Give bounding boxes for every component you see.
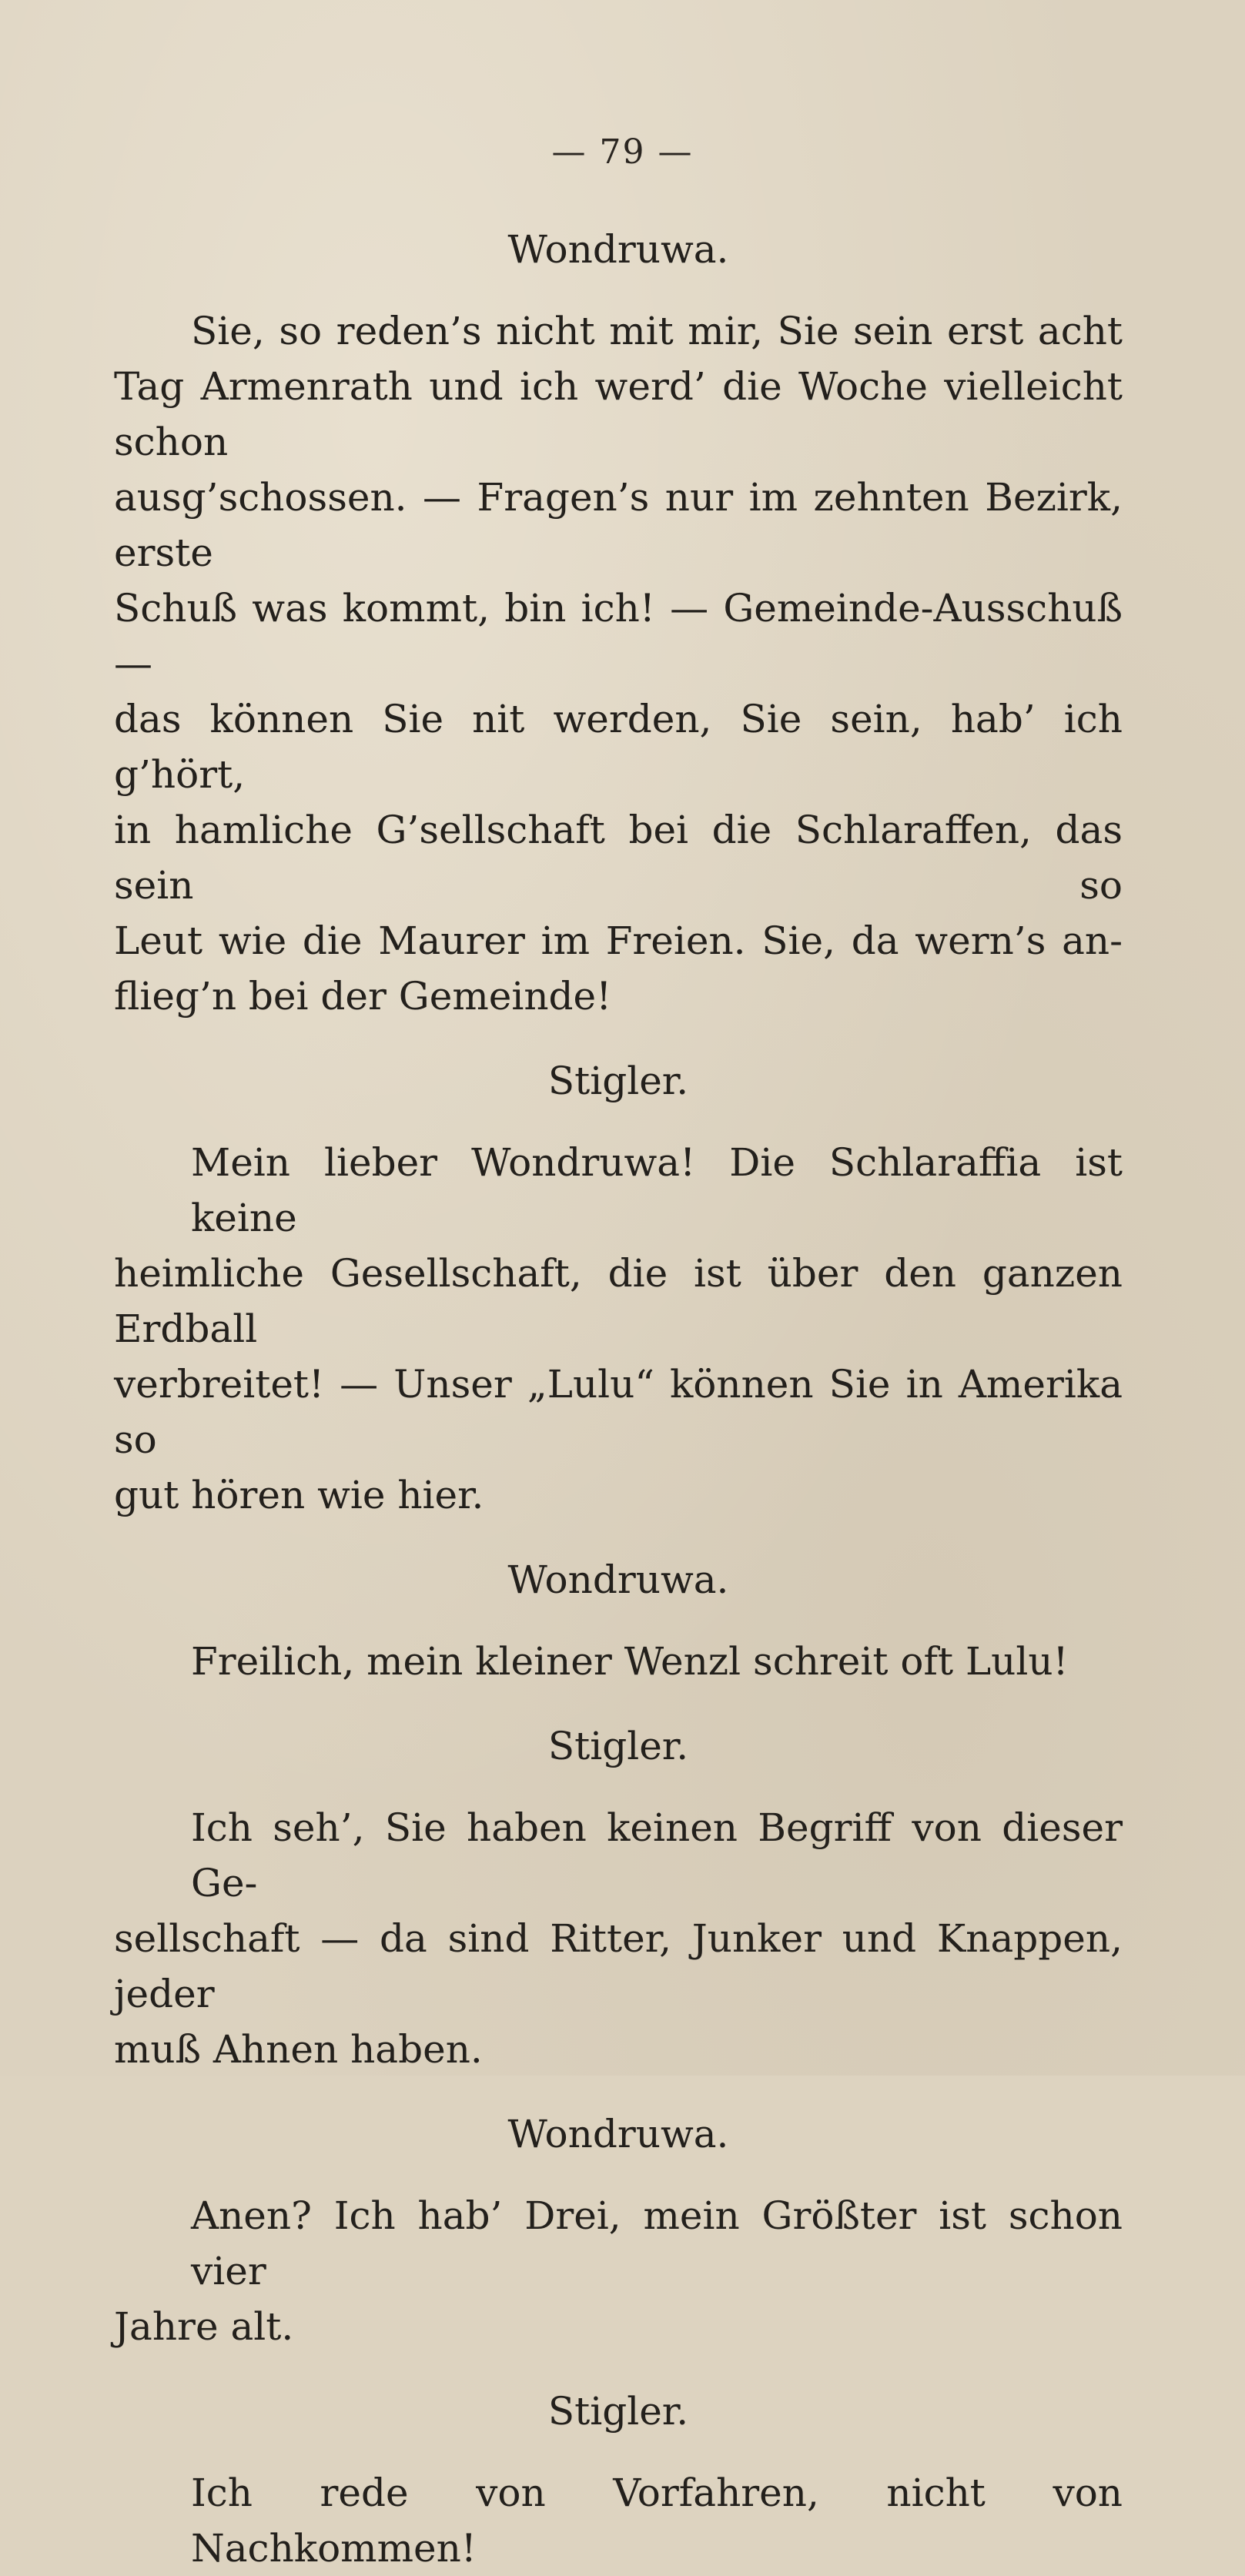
dialogue-paragraph: [114, 2188, 1123, 2354]
text-line: das können Sie nit werden, Sie sein, hab’ ich g’hört,: [114, 697, 1123, 797]
text-line: sellschaft — da sind Ritter, Junker und Knappen, jeder: [114, 1916, 1123, 2016]
text-line: Tag Armenrath und ich werd’ die Woche vielleicht schon: [114, 364, 1123, 464]
dialogue-paragraph: [114, 1135, 1123, 1523]
page-text: [114, 222, 1123, 2576]
text-line: Ich seh’, Sie haben keinen Begriff von dieser Ge-: [191, 1805, 1123, 1905]
text-line: Anen? Ich hab’ Drei, mein Größter ist schon vier: [191, 2193, 1123, 2293]
dialogue-paragraph: [114, 303, 1123, 1024]
dialogue-paragraph: [114, 1800, 1123, 2077]
text-line: ausg’schossen. — Fragen’s nur im zehnten Bezirk, erste: [114, 475, 1123, 575]
text-line: Freilich, mein kleiner Wenzl schreit oft Lulu!: [191, 1639, 1069, 1684]
text-line: Jahre alt.: [114, 2304, 294, 2349]
text-line: Schuß was kommt, bin ich! — Gemeinde-Ausschuß —: [114, 586, 1123, 686]
dialogue-paragraph: [114, 1634, 1123, 1689]
text-line: in hamliche G’sellschaft bei die Schlaraffen, das sein so: [114, 808, 1123, 908]
text-line: heimliche Gesellschaft, die ist über den ganzen Erdball: [114, 1251, 1123, 1351]
text-line: verbreitet! — Unser „Lulu“ können Sie in Amerika so: [114, 1362, 1123, 1462]
text-line: Leut wie die Maurer im Freien. Sie, da wern’s an-: [114, 918, 1123, 963]
text-line: Sie, so reden’s nicht mit mir, Sie sein erst acht: [191, 309, 1123, 353]
speaker-name: Stigler.: [547, 1059, 689, 1103]
text-line: muß Ahnen haben.: [114, 2027, 483, 2072]
text-line: Mein lieber Wondruwa! Die Schlaraffia ist keine: [191, 1140, 1123, 1240]
text-line: Ich rede von Vorfahren, nicht von Nachkommen!: [191, 2471, 1123, 2571]
speaker-name: Stigler.: [547, 1724, 689, 1768]
speaker-name: Stigler.: [547, 2389, 689, 2434]
speaker-name: Wondruwa.: [507, 2112, 729, 2156]
speaker-name: Wondruwa.: [507, 1557, 729, 1602]
page-number: — 79 —: [551, 132, 694, 172]
speaker-name: Wondruwa.: [507, 227, 729, 272]
text-line: flieg’n bei der Gemeinde!: [114, 974, 612, 1019]
text-line: gut hören wie hier.: [114, 1473, 484, 1517]
dialogue-paragraph: [114, 2465, 1123, 2576]
